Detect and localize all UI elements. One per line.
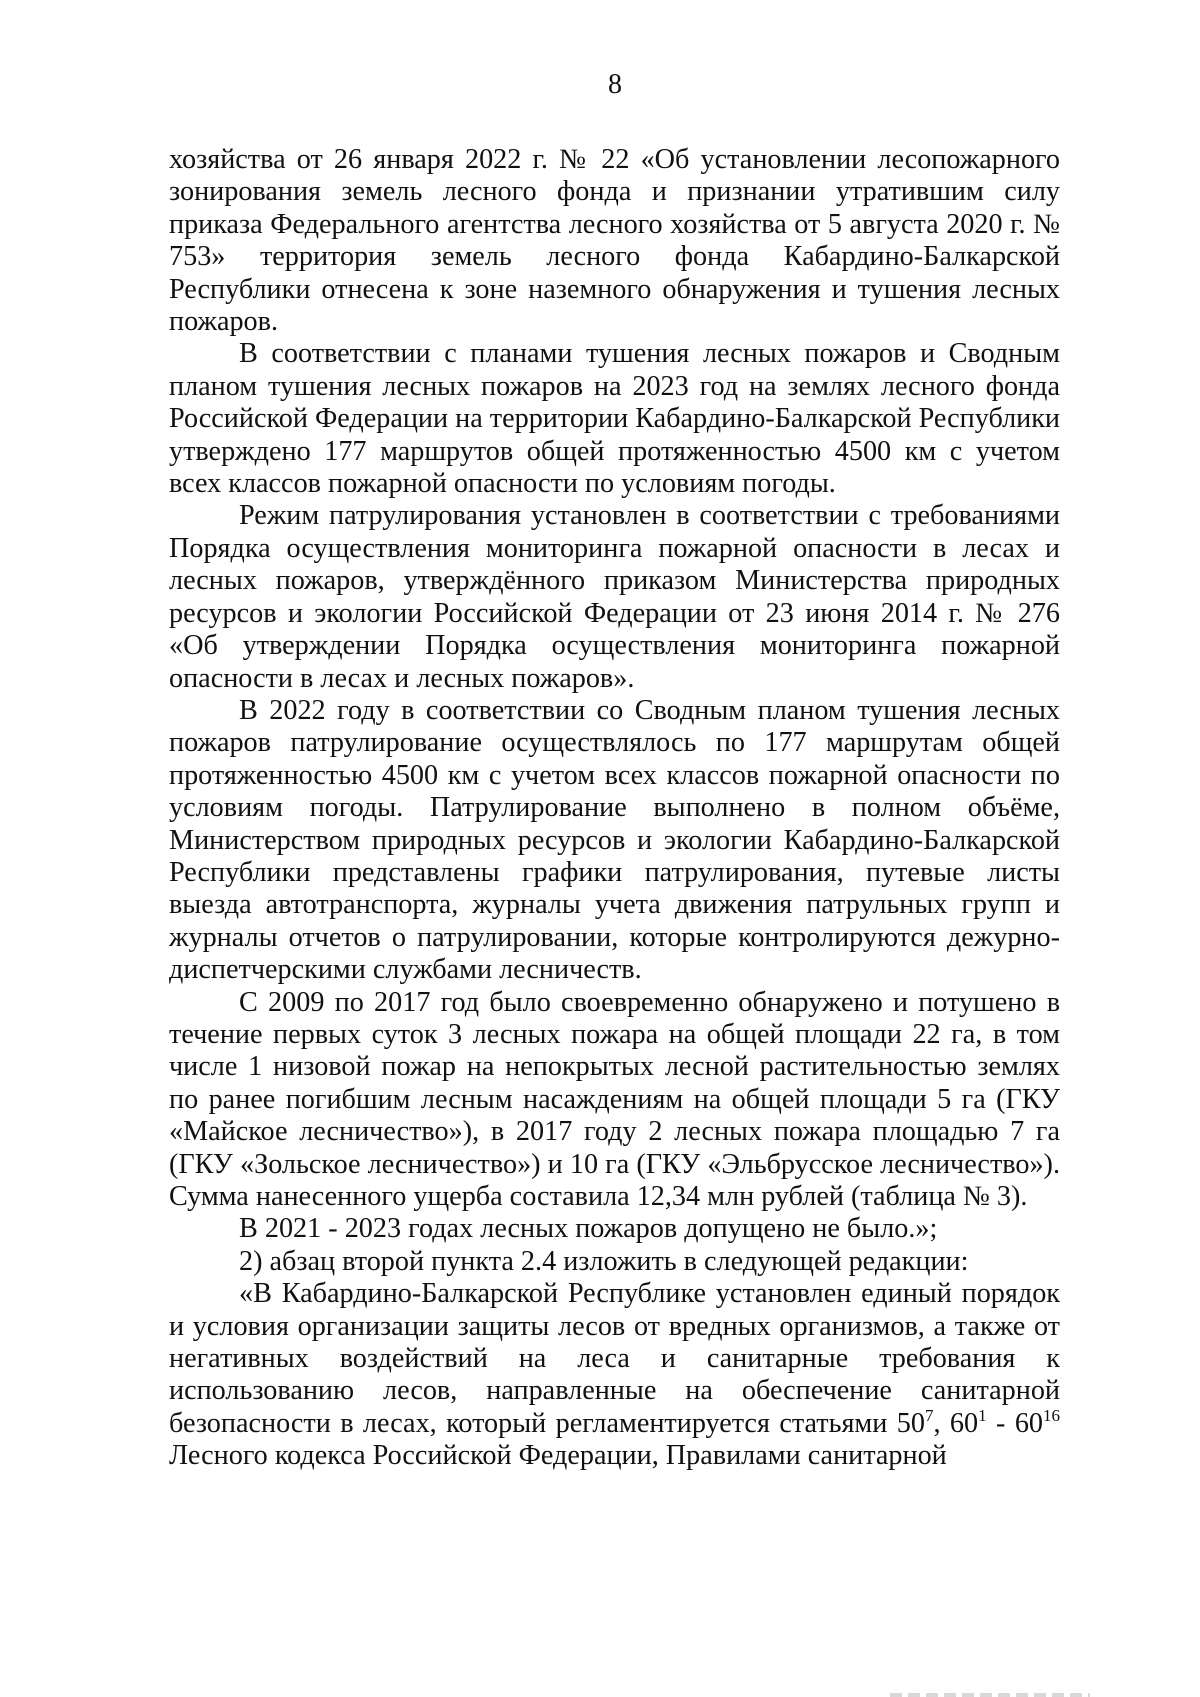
superscript-article-60-start: 1 — [978, 1405, 987, 1425]
article-separator: , 60 — [933, 1407, 979, 1439]
document-body — [169, 144, 1060, 1473]
paragraph-fires-2009-2017: С 2009 по 2017 год было своевременно обнаружено и потушено в течение первых суток 3 лесных пожара на общей площади 22 га, в том числе 1 низовой пожар на непокрытых лесной растительностью землях по ранее погибшим лесным насаждениям на общей площади 5 га (ГКУ «Майское лесничество»), в 2017 году 2 лесных пожара площадью 7 га (ГКУ «Зольское лесничество») и 10 га (ГКУ «Эльбрусское лесничество»). Сумма нанесенного ущерба составила 12,34 млн рублей (таблица № 3). — [169, 986, 1060, 1212]
superscript-article-50: 7 — [924, 1405, 934, 1425]
page-number: 8 — [608, 69, 622, 100]
protection-order-tail: Лесного кодекса Российской Федерации, Правилами санитарной — [169, 1440, 947, 1472]
paragraph-patrol-2022: В 2022 году в соответствии со Сводным планом тушения лесных пожаров патрулирование осуществлялось по 177 маршрутам общей протяженностью 4500 км с учетом всех классов пожарной опасности по условиям погоды. Патрулирование выполнено в полном объёме, Министерством природных ресурсов и экологии Кабардино-Балкарской Республики представлены графики патрулирования, путевые листы выезда автотранспорта, журналы учета движения патрульных групп и журналы отчетов о патрулировании, которые контролируются дежурно-диспетчерскими службами лесничеств. — [169, 694, 1060, 986]
article-range-separator: - 60 — [986, 1407, 1044, 1439]
paragraph-protection-order — [169, 1278, 1060, 1472]
protection-order-text: «В Кабардино-Балкарской Республике установлен единый порядок и условия организации защиты лесов от вредных организмов, а также от негативных воздействий на леса и санитарные требования к использованию лесов, направленные на обеспечение санитарной безопасности в лесах, который регламентируется статьями 50 — [169, 1278, 1060, 1439]
paragraph-routes: В соответствии с планами тушения лесных пожаров и Сводным планом тушения лесных пожаров на 2023 год на землях лесного фонда Российской Федерации на территории Кабардино-Балкарской Республики утверждено 177 маршрутов общей протяженностью 4500 км с учетом всех классов пожарной опасности по условиям погоды. — [169, 338, 1061, 500]
paragraph-continuation: хозяйства от 26 января 2022 г. № 22 «Об установлении лесопожарного зонирования земель лесного фонда и признании утратившим силу приказа Федерального агентства лесного хозяйства от 5 августа 2020 г. № 753» территория земель лесного фонда Кабардино-Балкарской Республики отнесена к зоне наземного обнаружения и тушения лесных пожаров. — [169, 144, 1060, 338]
paragraph-amendment: 2) абзац второй пункта 2.4 изложить в следующей редакции: — [239, 1245, 969, 1277]
superscript-article-60-end: 16 — [1043, 1405, 1061, 1425]
paragraph-patrol-regime: Режим патрулирования установлен в соответствии с требованиями Порядка осуществления мониторинга пожарной опасности в лесах и лесных пожаров, утверждённого приказом Министерства природных ресурсов и экологии Российской Федерации от 23 июня 2014 г. № 276 «Об утверждении Порядка осуществления мониторинга пожарной опасности в лесах и лесных пожаров». — [169, 500, 1060, 694]
scan-edge-artifact — [890, 1693, 1090, 1697]
paragraph-no-fires: В 2021 - 2023 годах лесных пожаров допущено не было.»; — [239, 1213, 938, 1245]
